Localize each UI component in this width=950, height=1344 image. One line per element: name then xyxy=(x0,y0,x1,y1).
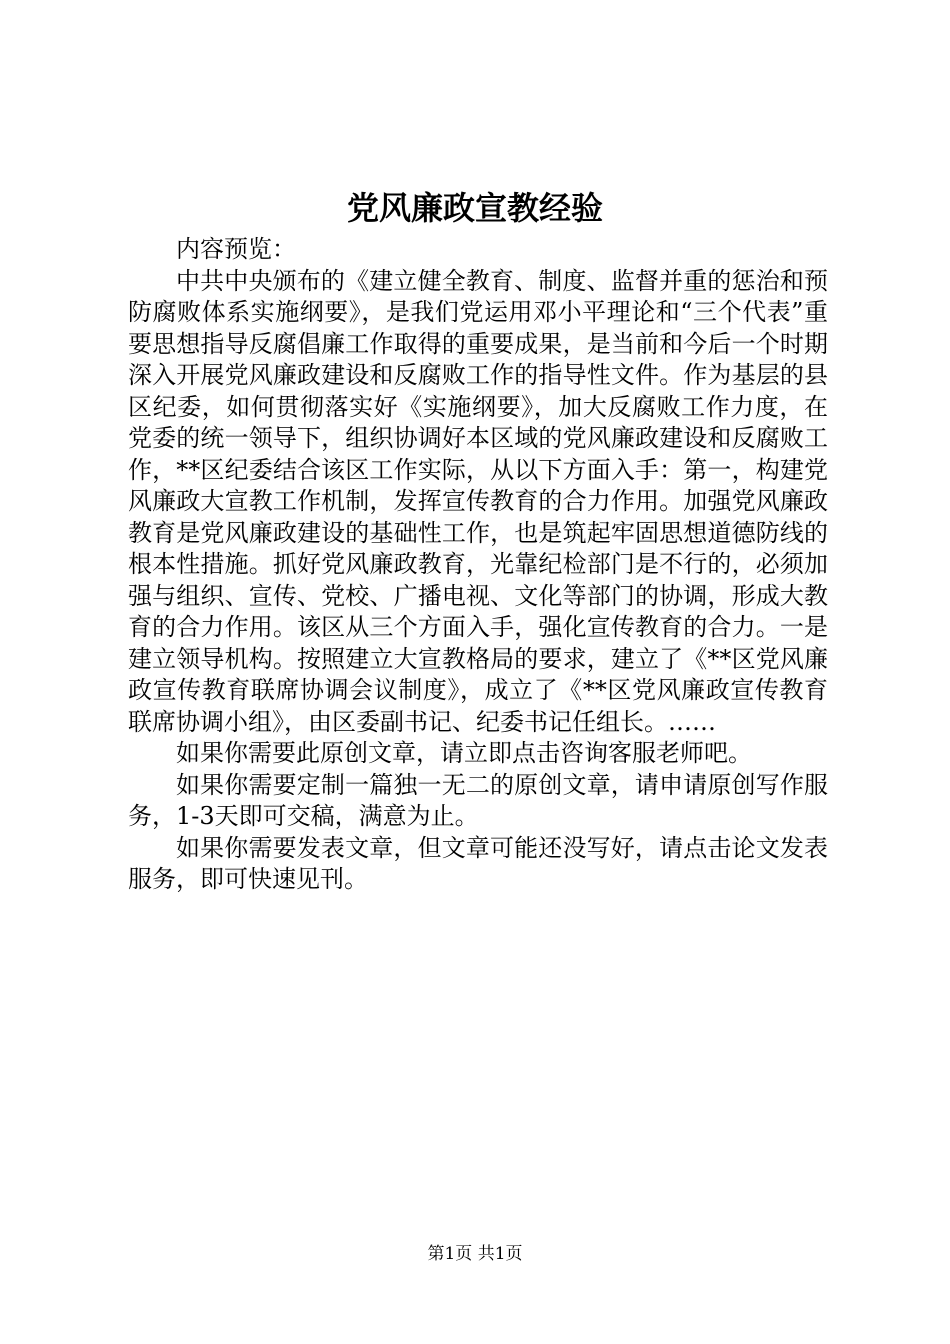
body-paragraph-custom-writing: 如果你需要定制一篇独一无二的原创文章，请申请原创写作服务，1-3天即可交稿，满意为止。 xyxy=(128,770,828,830)
page-footer: 第1页 共1页 xyxy=(427,1244,523,1264)
document-body xyxy=(128,234,828,896)
body-paragraph-publishing: 如果你需要发表文章，但文章可能还没写好，请点击论文发表服务，即可快速见刊。 xyxy=(128,833,828,893)
preview-label: 内容预览： xyxy=(176,235,296,263)
body-paragraph-main: 中共中央颁布的《建立健全教育、制度、监督并重的惩治和预防腐败体系实施纲要》，是我们党运用邓小平理论和“三个代表”重要思想指导反腐倡廉工作取得的重要成果，是当前和今后一个时期深入开展党风廉政建设和反腐败工作的指导性文件。作为基层的县区纪委，如何贯彻落实好《实施纲要》，加大反腐败工作力度，在党委的统一领导下，组织协调好本区域的党风廉政建设和反腐败工作，**区纪委结合该区工作实际，从以下方面入手：第一，构建党风廉政大宣教工作机制，发挥宣传教育的合力作用。加强党风廉政教育是党风廉政建设的基础性工作，也是筑起牢固思想道德防线的根本性措施。抓好党风廉政教育，光靠纪检部门是不行的，必须加强与组织、宣传、党校、广播电视、文化等部门的协调，形成大教育的合力作用。该区从三个方面入手，强化宣传教育的合力。一是建立领导机构。按照建立大宣教格局的要求，建立了《**区党风廉政宣传教育联席协调会议制度》，成立了《**区党风廉政宣传教育联席协调小组》，由区委副书记、纪委书记任组长。…… xyxy=(128,266,828,736)
body-paragraph-consult: 如果你需要此原创文章，请立即点击咨询客服老师吧。 xyxy=(176,739,752,767)
document-title: 党风廉政宣教经验 xyxy=(346,189,603,227)
